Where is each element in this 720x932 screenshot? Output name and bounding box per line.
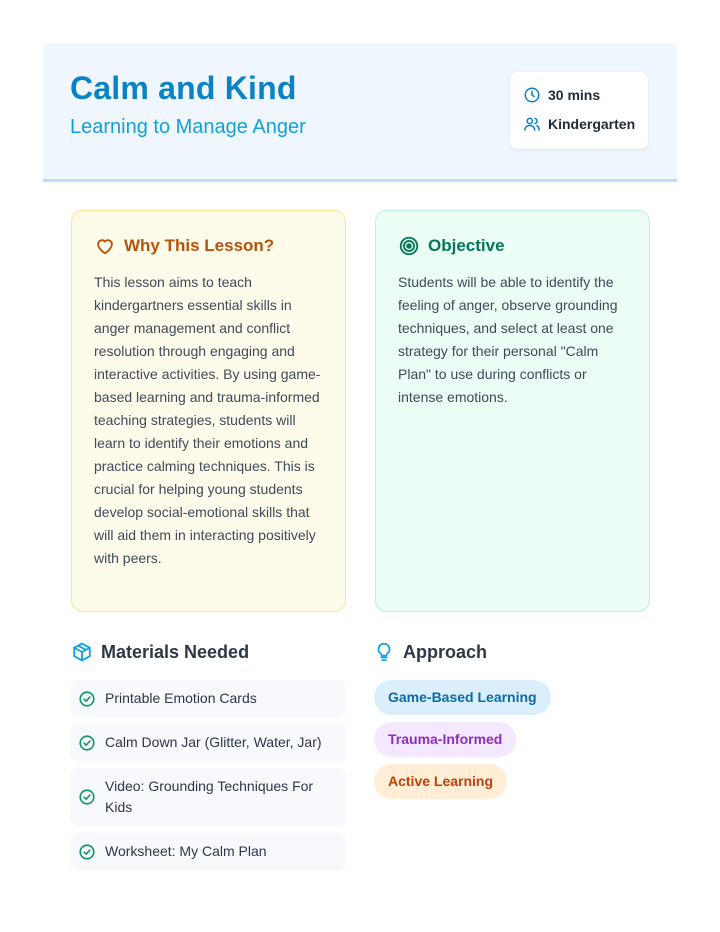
approach-tag: Trauma-Informed bbox=[374, 722, 516, 757]
heart-icon bbox=[94, 235, 116, 257]
why-lesson-body: This lesson aims to teach kindergartners essential skills in anger management and conflict resolution through engaging and interactive activities. By using game-based learning and trauma-informed teaching strategies, students will learn to identify their emotions and practice calming techniques. This is crucial for helping young students develop social-emotional skills that will aid them in interacting positively with peers. bbox=[94, 274, 321, 566]
lesson-header bbox=[43, 43, 677, 182]
check-circle-icon bbox=[78, 788, 96, 806]
lesson-subtitle: Learning to Manage Anger bbox=[70, 116, 306, 138]
lesson-title: Calm and Kind bbox=[70, 70, 297, 106]
list-item bbox=[70, 680, 347, 717]
package-icon bbox=[71, 641, 93, 663]
check-circle-icon bbox=[78, 843, 96, 861]
lesson-meta-card bbox=[510, 72, 648, 149]
list-item bbox=[70, 833, 347, 870]
materials-list bbox=[70, 680, 347, 877]
clock-icon bbox=[523, 86, 541, 104]
lightbulb-icon bbox=[373, 641, 395, 663]
materials-heading bbox=[71, 641, 249, 663]
objective-heading bbox=[398, 235, 627, 257]
target-icon bbox=[398, 235, 420, 257]
grade-text: Kindergarten bbox=[548, 116, 636, 132]
approach-heading bbox=[373, 641, 487, 663]
grade-row bbox=[523, 115, 635, 133]
material-label: Calm Down Jar (Glitter, Water, Jar) bbox=[105, 734, 322, 750]
material-label: Video: Grounding Techniques For Kids bbox=[105, 778, 314, 815]
materials-title: Materials Needed bbox=[101, 641, 250, 662]
list-item bbox=[70, 768, 347, 826]
why-lesson-title: Why This Lesson? bbox=[124, 236, 275, 255]
approach-tag: Game-Based Learning bbox=[374, 680, 551, 715]
objective-title: Objective bbox=[428, 236, 505, 255]
objective-body: Students will be able to identify the feeling of anger, observe grounding techniques, and select at least one strategy for their personal "Calm Plan" to use during conflicts or intense emotions. bbox=[398, 274, 618, 405]
list-item bbox=[70, 724, 347, 761]
approach-title: Approach bbox=[403, 641, 488, 662]
material-label: Printable Emotion Cards bbox=[105, 690, 257, 706]
duration-row bbox=[523, 86, 600, 104]
why-lesson-heading bbox=[94, 235, 323, 257]
approach-tag: Active Learning bbox=[374, 764, 507, 799]
users-icon bbox=[523, 115, 541, 133]
material-label: Worksheet: My Calm Plan bbox=[105, 843, 267, 859]
duration-text: 30 mins bbox=[548, 87, 601, 103]
why-lesson-card bbox=[71, 210, 346, 612]
check-circle-icon bbox=[78, 734, 96, 752]
check-circle-icon bbox=[78, 690, 96, 708]
objective-card bbox=[375, 210, 650, 612]
approach-tags bbox=[374, 680, 551, 806]
